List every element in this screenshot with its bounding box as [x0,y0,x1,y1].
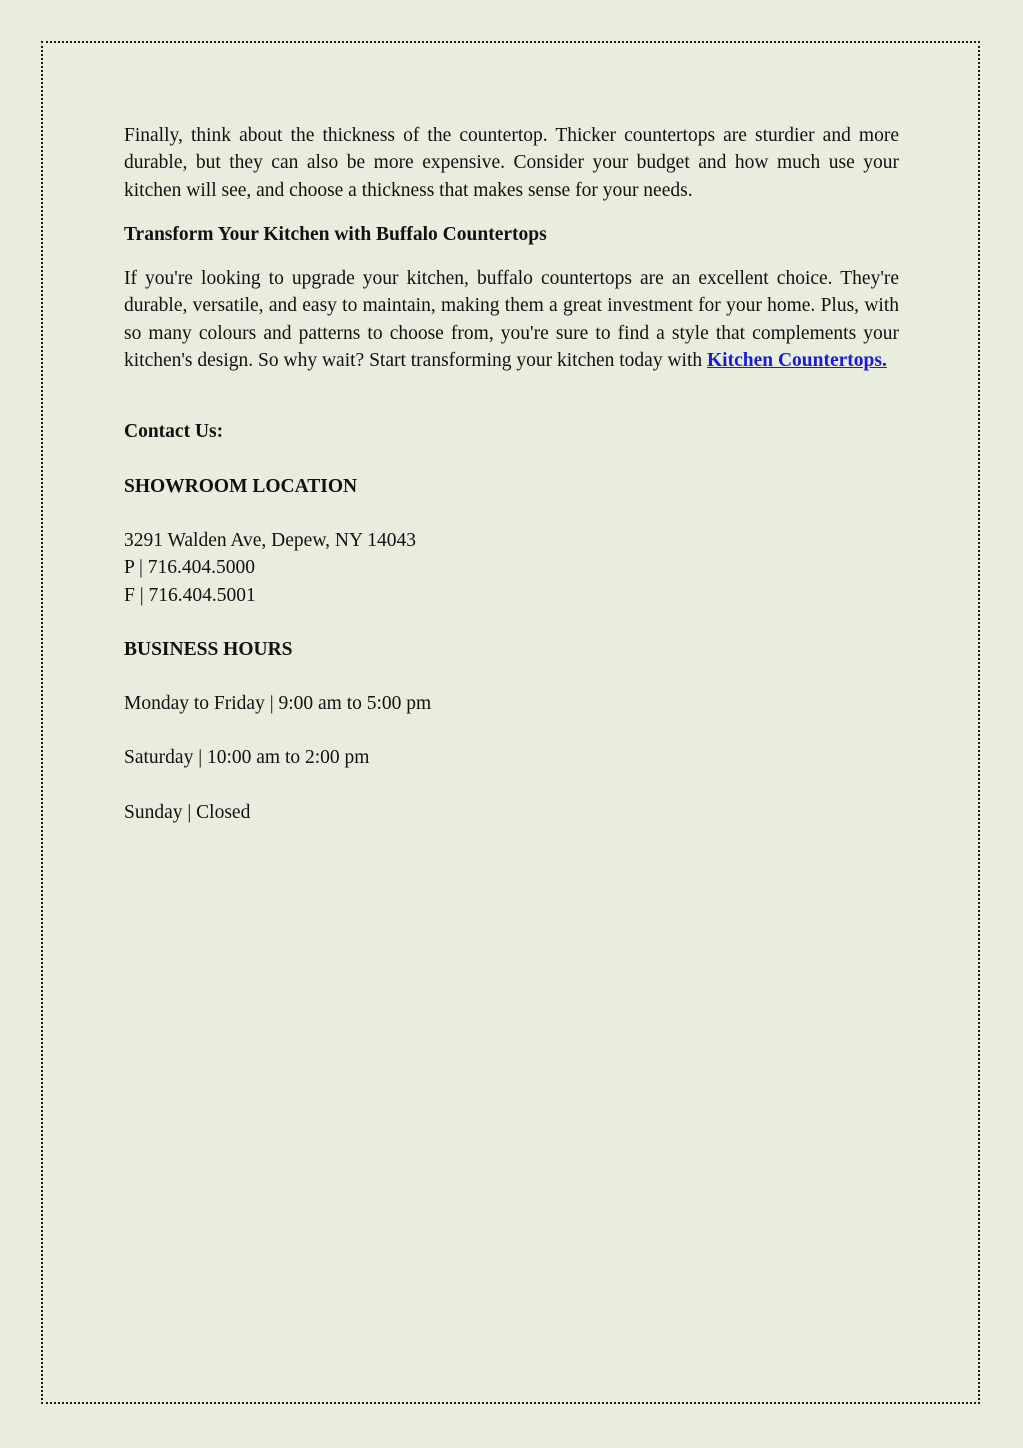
section-paragraph [124,265,899,374]
intro-paragraph: Finally, think about the thickness of the countertop. Thicker countertops are sturdier and more durable, but they can also be more expensive. Consider your budget and how much use your kitchen will see, and choose a thickness that makes sense for your needs. [124,125,899,201]
section-paragraph-text: If you're looking to upgrade your kitchen, buffalo countertops are an excellent choice. They're durable, versatile, and easy to maintain, making them a great investment for your home. Plus, with so many colours and patterns to choose from, you're sure to find a style that complements your kitchen's design. So why wait? Start transforming your kitchen today with [124,268,899,372]
kitchen-countertops-link[interactable]: Kitchen Countertops. [707,350,887,372]
hours-sunday: Sunday | Closed [124,801,251,823]
contact-heading: Contact Us: [124,421,224,443]
section-heading: Transform Your Kitchen with Buffalo Countertops [124,223,547,245]
showroom-fax: F | 716.404.5001 [124,584,256,606]
document-content [124,122,899,826]
hours-weekdays: Monday to Friday | 9:00 am to 5:00 pm [124,693,432,715]
showroom-phone: P | 716.404.5000 [124,557,256,579]
showroom-address: 3291 Walden Ave, Depew, NY 14043 [124,529,416,551]
showroom-heading: SHOWROOM LOCATION [124,475,358,497]
hours-saturday: Saturday | 10:00 am to 2:00 pm [124,747,370,769]
showroom-details [124,527,899,609]
hours-heading: BUSINESS HOURS [124,638,293,660]
